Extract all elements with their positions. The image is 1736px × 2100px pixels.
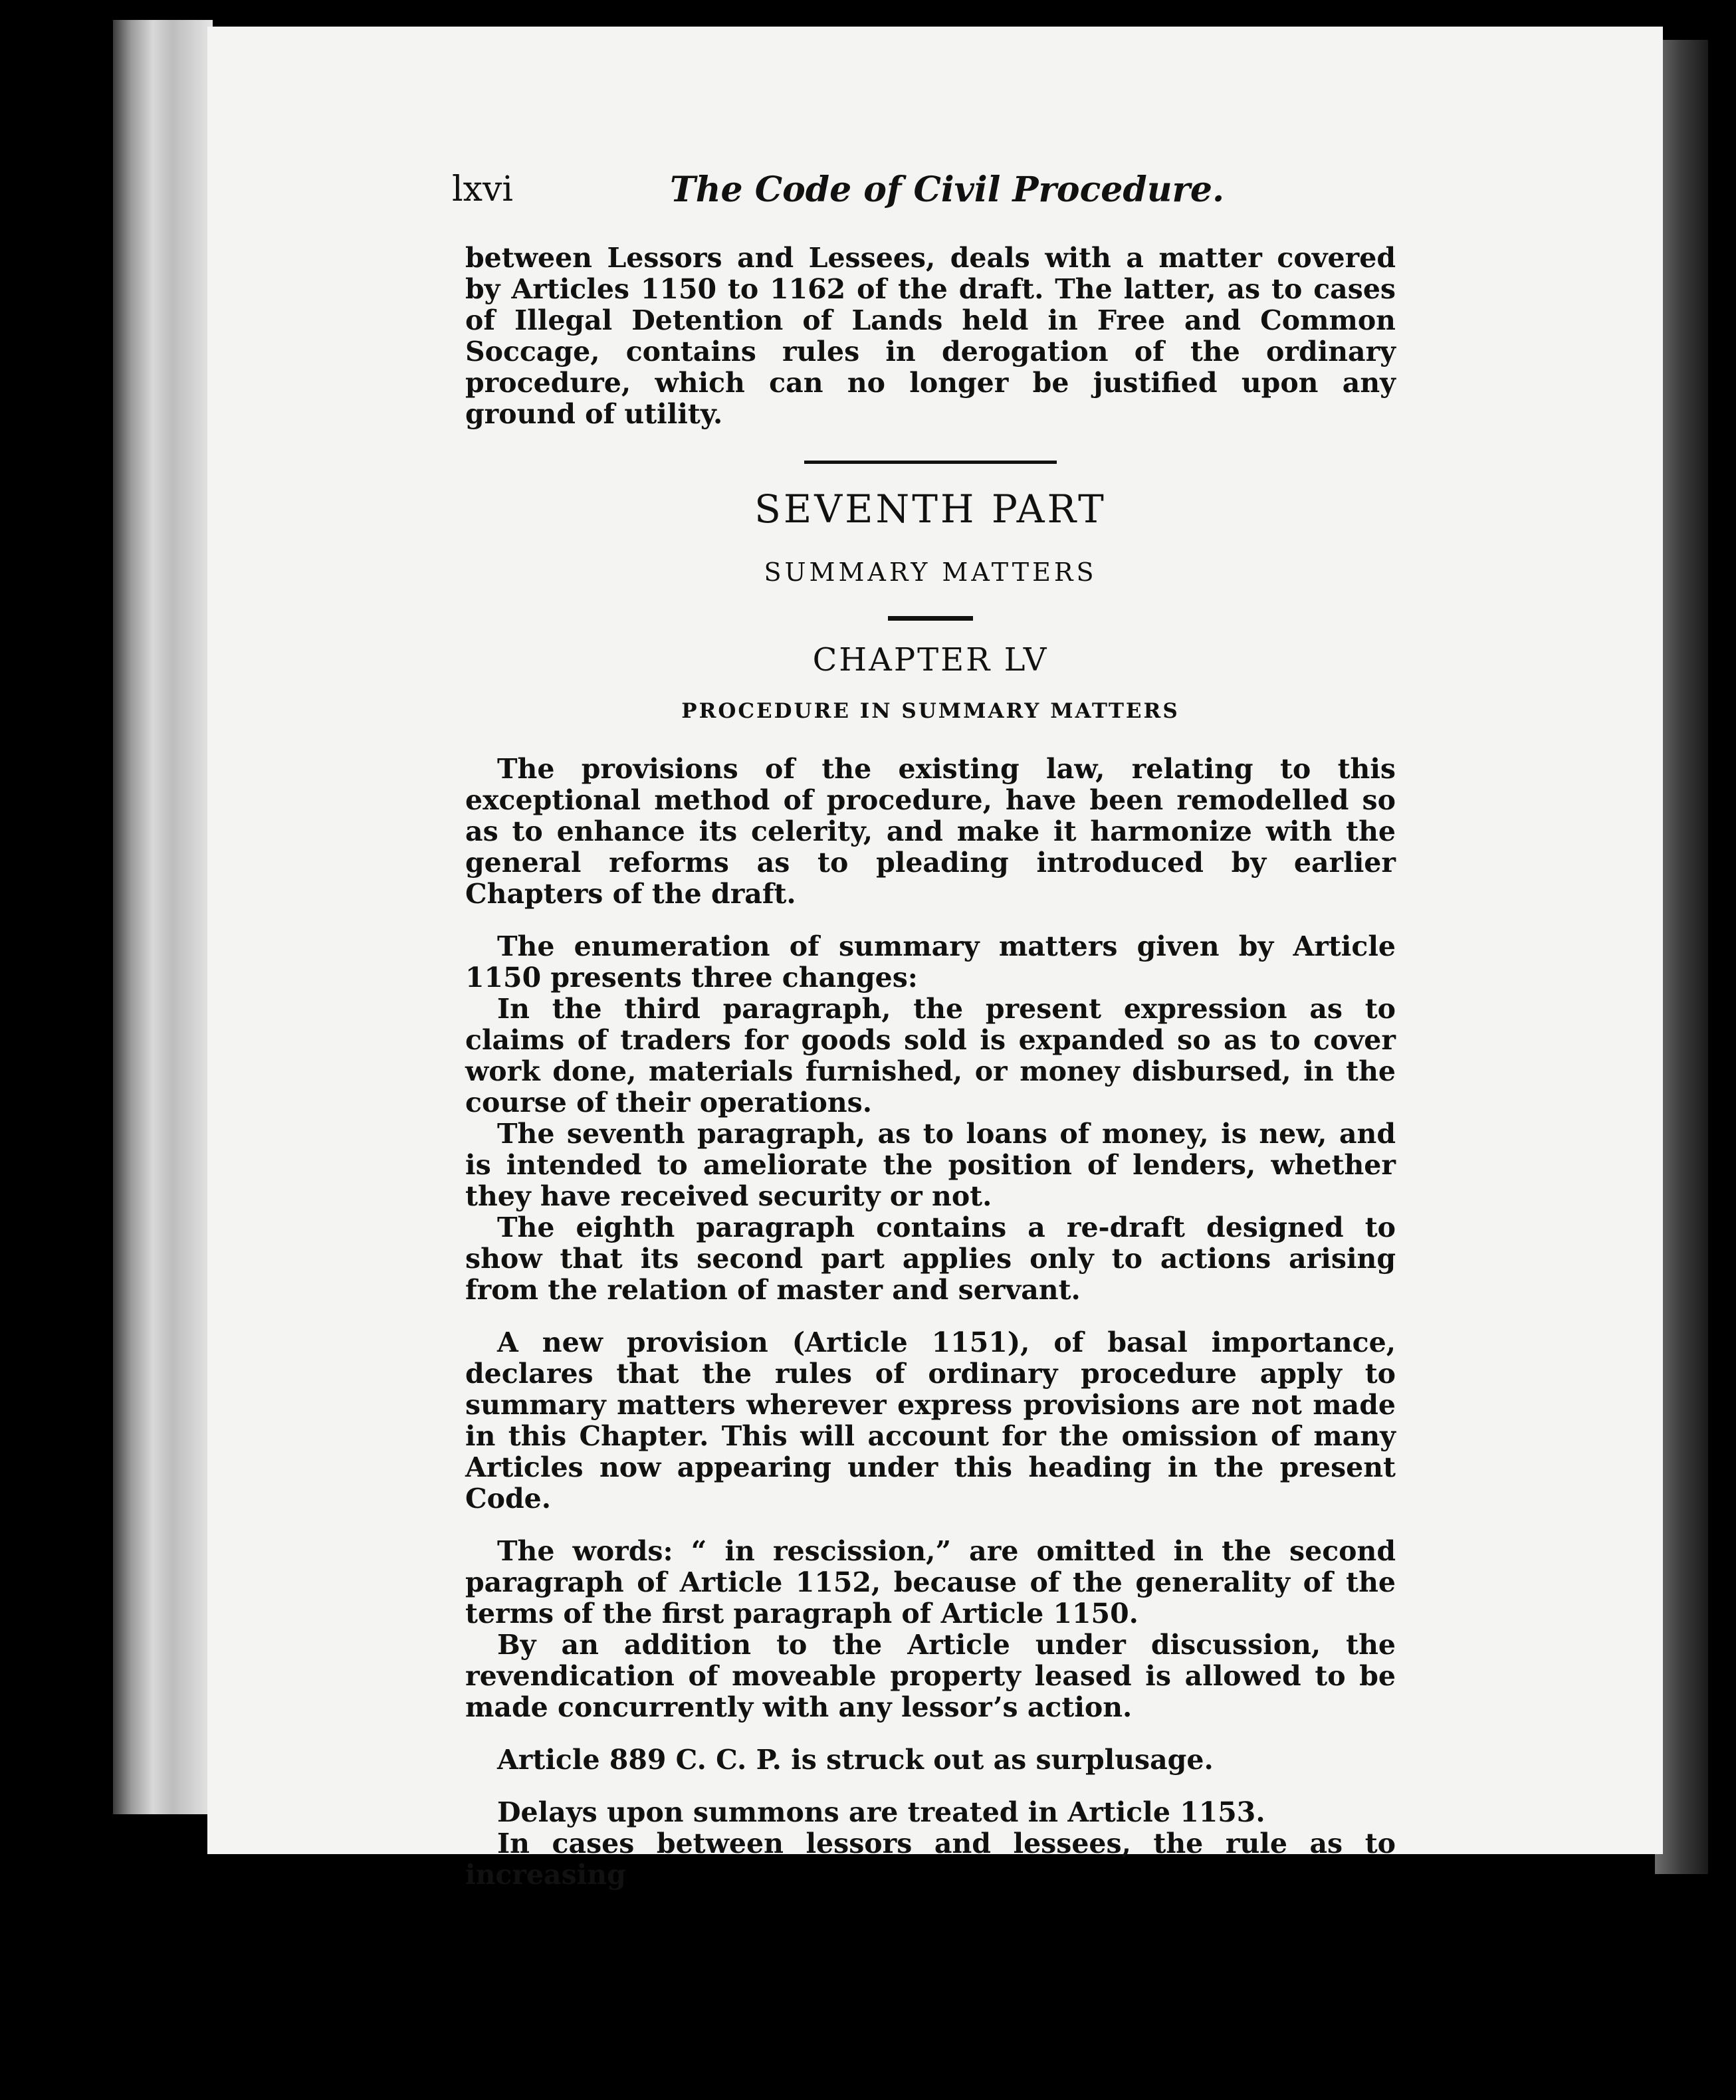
book-edge-left — [113, 20, 213, 1814]
paragraph-2: The enumeration of summary matters given by Article 1150 presents three changes: — [465, 930, 1396, 994]
chapter-subtitle: PROCEDURE IN SUMMARY MATTERS — [681, 699, 1180, 723]
paragraph-1: The provisions of the existing law, relating to this exceptional method of procedure, have been remodelled so as to enhance its celerity, and make it harmonize with the general reforms as to pleading introduced by earlier Chapters of the draft. — [465, 753, 1396, 910]
paragraph-10: Delays upon summons are treated in Article 1153. — [497, 1796, 1265, 1828]
page-body — [465, 243, 1396, 1891]
paragraph-7: The words: “ in rescission,” are omitted in the second paragraph of Article 1152, because of the generality of the terms of the first paragraph of Article 1150. — [465, 1535, 1396, 1629]
paragraph-11: In cases between lessors and lessees, the rule as to increasing — [465, 1828, 1396, 1891]
section-divider — [804, 461, 1057, 464]
page-number: lxvi — [452, 169, 513, 209]
chapter-divider — [888, 616, 973, 621]
book-edge-right — [1655, 40, 1708, 1874]
part-title: SEVENTH PART — [754, 486, 1107, 532]
part-subtitle: SUMMARY MATTERS — [764, 558, 1097, 587]
intro-paragraph: between Lessors and Lessees, deals with a matter covered by Articles 1150 to 1162 of the draft. The latter, as to cases of Illegal Detention of Lands held in Free and Common Soccage, contains rules in derogation of the ordinary procedure, which can no longer be justified upon any ground of utility. — [465, 242, 1396, 430]
running-title: The Code of Civil Procedure. — [670, 169, 1225, 210]
paragraph-5: The eighth paragraph contains a re-draft designed to show that its second part applies only to actions arising from the relation of master and servant. — [465, 1211, 1396, 1306]
paragraph-3: In the third paragraph, the present expression as to claims of traders for goods sold is expanded so as to cover work done, materials furnished, or money disbursed, in the course of their operations. — [465, 993, 1396, 1118]
paragraph-4: The seventh paragraph, as to loans of money, is new, and is intended to ameliorate the position of lenders, whether they have received security or not. — [465, 1118, 1396, 1212]
chapter-title: CHAPTER LV — [812, 641, 1049, 679]
paragraph-8: By an addition to the Article under discussion, the revendication of moveable property leased is allowed to be made concurrently with any lessor’s action. — [465, 1629, 1396, 1723]
paragraph-6: A new provision (Article 1151), of basal importance, declares that the rules of ordinary procedure apply to summary matters wherever express provisions are not made in this Chapter. This will account for the omission of many Articles now appearing under this heading in the present Code. — [465, 1326, 1396, 1515]
paragraph-9: Article 889 C. C. P. is struck out as surplusage. — [497, 1744, 1214, 1776]
